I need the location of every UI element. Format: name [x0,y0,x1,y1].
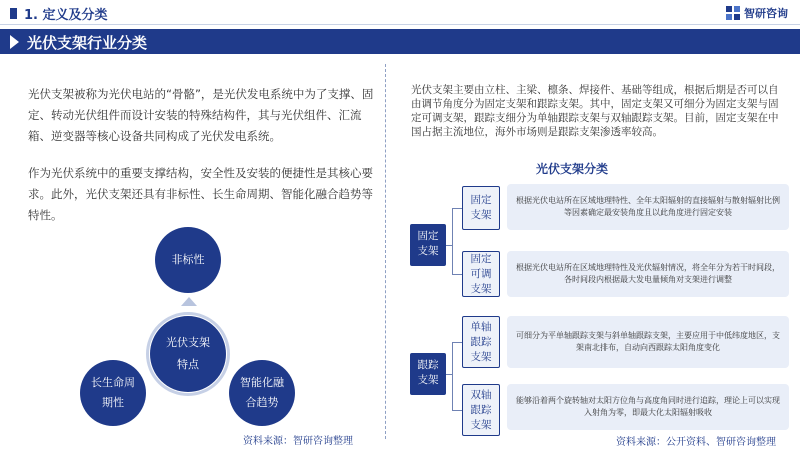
connector [452,208,453,274]
feature-circle-center [146,312,230,396]
arrow-up-icon [181,297,197,306]
connector [452,208,462,209]
top-header [0,0,800,26]
feature-circle-smart [229,360,295,426]
category-label-line2: 支架 [417,374,439,386]
source-note-right: 资料来源：公开资料、智研咨询整理 [616,437,776,448]
section-title: 1. 定义及分类 [24,8,108,23]
subtype-description: 根据光伏电站所在区域地理特性及光伏辐射情况，将全年分为若干时间段，各时间段内根据最大发电量倾角对支架进行调整 [507,251,789,297]
subtype-label-line: 支架 [470,418,492,431]
features-paragraph: 作为光伏系统中的重要支撑结构，安全性及安装的便捷性是其核心要求。此外，光伏支架还具有非标性、长生命周期、智能化融合趋势等特性。 [28,166,373,222]
subtype-label-line: 双轴 [470,388,492,401]
title-banner [0,29,800,54]
feature-label-line2: 期性 [102,396,124,409]
center-label-line2: 特点 [177,358,199,371]
subtype-fixed-adjustable [462,251,500,297]
category-tracking-bracket [410,353,446,395]
subtype-label-line: 支架 [470,282,492,295]
center-label-line1: 光伏支架 [166,336,210,349]
logo-text: 智研咨询 [744,7,788,20]
category-label-line1: 跟踪 [417,359,439,371]
subtype-dual-axis [462,384,500,436]
feature-label-line2: 合趋势 [245,396,279,409]
subtype-label-line: 固定 [470,194,492,206]
feature-label-line1: 智能化融 [240,376,284,389]
category-fixed-bracket [410,224,446,266]
column-divider [385,64,386,439]
center-inner [150,316,226,392]
connector [452,410,462,411]
subtype-label-line: 可调 [470,267,492,280]
subtype-label-line: 支架 [470,350,492,363]
subtype-label-line: 跟踪 [470,335,492,348]
classification-title: 光伏支架分类 [536,162,609,176]
section-marker [10,8,17,19]
structure-paragraph: 光伏支架主要由立柱、主梁、檩条、焊接件、基础等组成，根据后期是否可以自由调节角度分为固定支架和跟踪支架。其中，固定支架又可细分为固定支架与固定可调支架，跟踪支细分为单轴跟踪支架与双轴跟踪支架。目前，固定支架在中国占据主流地位，海外市场则是跟踪支架渗透率较高。 [411,84,779,138]
connector [452,342,462,343]
connector [452,274,462,275]
page-title: 光伏支架行业分类 [27,34,148,52]
subtype-label-line: 支架 [470,209,492,221]
subtype-fixed [462,186,500,230]
subtype-label-line: 单轴 [470,320,492,333]
header-divider [0,24,800,25]
feature-circle-nonstandard [155,227,221,293]
play-arrow-icon [10,35,19,49]
category-label-line1: 固定 [417,230,439,242]
subtype-description: 能够沿着两个旋转轴对太阳方位角与高度角同时进行追踪，理论上可以实现入射角为零，即最大化太阳辐射吸收 [507,384,789,430]
brand-logo [726,5,788,21]
subtype-description: 根据光伏电站所在区域地理特性、全年太阳辐射的直接辐射与散射辐射比例等因素确定最安装角度且以此角度进行固定安装 [507,184,789,230]
category-label-line2: 支架 [417,245,439,257]
feature-label: 非标性 [171,253,205,266]
subtype-label-line: 跟踪 [470,403,492,416]
intro-paragraph: 光伏支架被称为光伏电站的“骨骼”，是光伏发电系统中为了支撑、固定、转动光伏组件而设计安装的特殊结构件，其与光伏组件、汇流箱、逆变器等核心设备共同构成了光伏发电系统。 [28,87,374,143]
feature-circle-lifecycle [80,360,146,426]
connector [452,342,453,410]
subtype-description: 可细分为平单轴跟踪支架与斜单轴跟踪支架，主要应用于中低纬度地区，支架南北排布，自动向西跟踪太阳角度变化 [507,316,789,368]
subtype-label-line: 固定 [470,252,492,265]
logo-icon [726,6,740,20]
feature-label-line1: 长生命周 [91,376,135,389]
source-note-left: 资料来源：智研咨询整理 [243,436,353,447]
subtype-single-axis [462,316,500,368]
